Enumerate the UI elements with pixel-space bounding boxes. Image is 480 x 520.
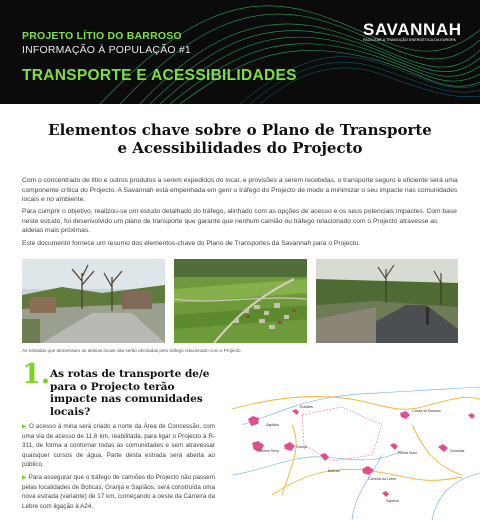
logo-tagline: FACILITAR A TRANSIÇÃO ENERGÉTICA DA EUROPA bbox=[363, 38, 456, 42]
info-label: INFORMAÇÃO À POPULAÇÃO #1 bbox=[22, 44, 191, 56]
map-label: Pinhal Novo bbox=[398, 451, 418, 455]
savannah-logo: SAVANNAH bbox=[363, 20, 462, 39]
map-label: Ruivães bbox=[300, 405, 313, 409]
village-road-photo bbox=[22, 259, 165, 343]
triangle-bullet-icon: ▶ bbox=[22, 475, 27, 482]
map-label: Boticas bbox=[328, 469, 340, 473]
map-label: Carreira da Lebre bbox=[368, 477, 397, 481]
section-body bbox=[22, 422, 215, 515]
triangle-bullet-icon: ▶ bbox=[22, 424, 27, 430]
route-map bbox=[232, 385, 480, 520]
section-question: As rotas de transporte de/e para o Projecto terão impacte nas comunidades locais? bbox=[50, 368, 210, 418]
intro-paragraph: Com o concentrado de lítio e outros produtos a serem expedidos do local, e provisões a serem recebidas, o transporte seguro e eficiente será uma componente crítica do Projecto. A Savannah está empenhada em gerir o tráfego do Projecto de modo a minimizar o seu impacte nas comunidades locais e no ambiente. bbox=[22, 177, 458, 204]
section-number: 1. bbox=[22, 359, 51, 390]
body-paragraph: ▶ Para assegurar que o tráfego de camiões do Projecto não passem pelas localidades de Boticas, Granja e Sapiãos, será construída uma nova estrada (variante) de 17 km, começando a oeste da Carreira da Lebre com ligação à A24. bbox=[22, 474, 215, 510]
aerial-village-photo bbox=[174, 259, 307, 343]
map-label: Covas do Barroso bbox=[412, 409, 441, 413]
map-label: Granja bbox=[296, 445, 307, 449]
rural-road-photo bbox=[316, 259, 458, 343]
body-paragraph: ▶ O acesso à mina será criado a norte da Área de Concessão, com uma via de acesso de 11,6 km, reabilitada, para ligar o Projecto à R-311, de forma a contornar todas as comunidades e sem atravessar quaisquer cursos de água. Parte desta estrada será aberta ao público. bbox=[22, 423, 215, 468]
map-label: Sapelos bbox=[386, 499, 399, 503]
map-label: Dornelas bbox=[450, 449, 465, 453]
map-label: Vilarinho Seco bbox=[256, 449, 280, 453]
title-line-1: Elementos chave sobre o Plano de Transporte bbox=[48, 121, 432, 139]
intro-paragraph: Para cumprir o objetivo, realizou-se um estudo detalhado do tráfego, alinhado com as opções de acesso e os seus potenciais impactes. Com base neste estudo, foi desenvolvido um plano de transporte que garante que nenhum camião ou tráfego relacionado com o Projecto atravesse as aldeias mais próximas. bbox=[22, 208, 457, 235]
photo-caption: As estradas que atravessam as aldeias locais não serão afectadas pelo tráfego relacionado com o Projecto bbox=[22, 348, 241, 353]
intro-text bbox=[22, 176, 460, 251]
header-banner bbox=[0, 0, 480, 104]
project-label: PROJETO LÍTIO DO BARROSO bbox=[22, 30, 182, 42]
intro-paragraph: Este documento fornece um resumo dos elementos-chave do Plano de Transportes da Savannah para o Projecto. bbox=[22, 239, 361, 247]
title-line-2: e Acessibilidades do Projecto bbox=[117, 139, 363, 157]
map-label: Sapiãos bbox=[266, 423, 279, 427]
section-heading: TRANSPORTE E ACESSIBILIDADES bbox=[22, 67, 297, 84]
document-title bbox=[30, 121, 450, 157]
